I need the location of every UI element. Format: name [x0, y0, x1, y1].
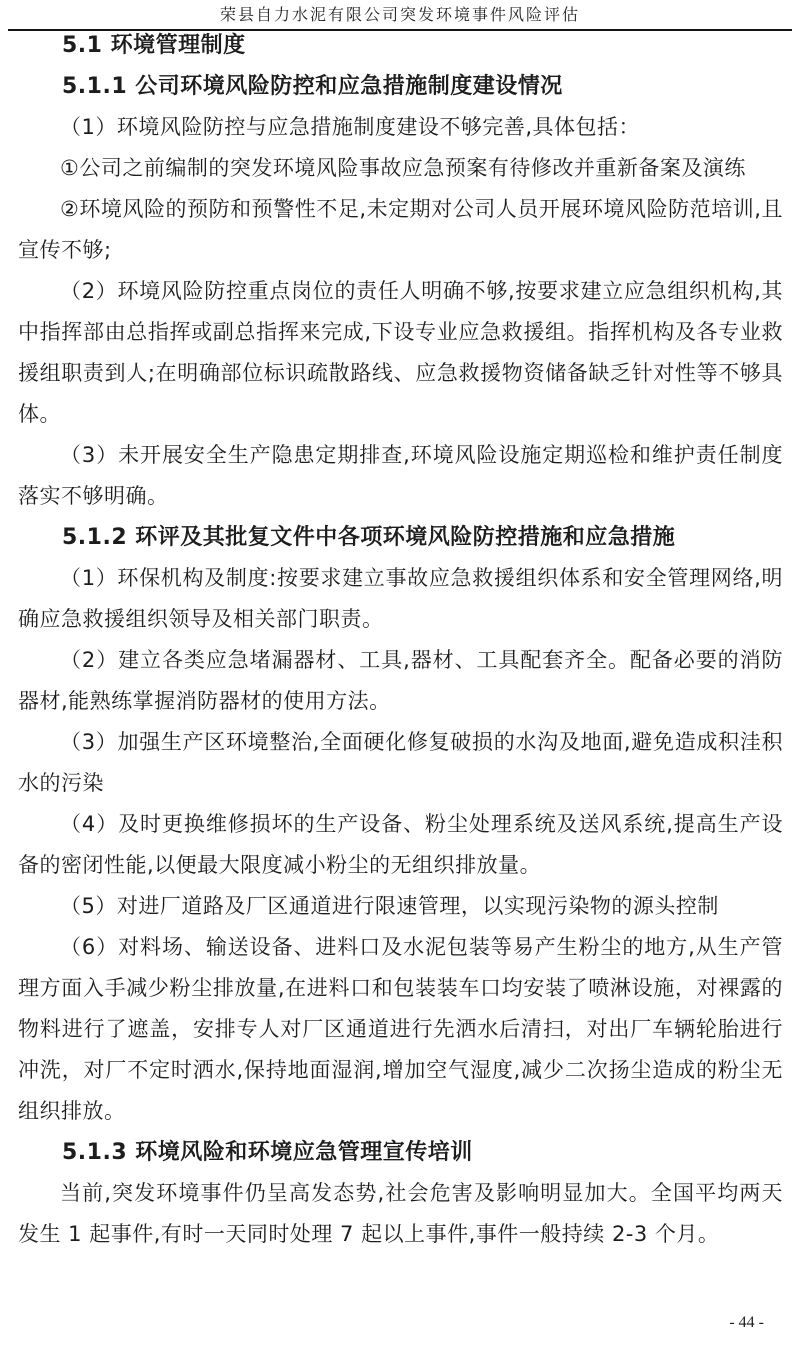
paragraph-institution-item-2: （2）环境风险防控重点岗位的责任人明确不够,按要求建立应急组织机构,其中指挥部由总指挥或副总指挥来完成,下设专业应急救援组。指挥机构及各专业救援组职责到人;在明确部位标识疏散路线、应急救援物资储备缺乏针对性等不够具体。: [18, 279, 783, 426]
paragraph-institution-item-1-sub-2: ②环境风险的预防和预警性不足,未定期对公司人员开展环境风险防范培训,且宣传不够;: [18, 197, 783, 262]
heading-5-1-2: 5.1.2 环评及其批复文件中各项环境风险防控措施和应急措施: [62, 525, 676, 550]
header-title: 荣县自力水泥有限公司突发环境事件风险评估: [219, 5, 580, 24]
paragraph-measures-item-4: （4）及时更换维修损坏的生产设备、粉尘处理系统及送风系统,提高生产设备的密闭性能,以便最大限度减小粉尘的无组织排放量。: [18, 812, 783, 877]
paragraph-institution-item-3: （3）未开展安全生产隐患定期排查,环境风险设施定期巡检和维护责任制度落实不够明确。: [18, 443, 783, 508]
paragraph-institution-item-1-sub-1: ①公司之前编制的突发环境风险事故应急预案有待修改并重新备案及演练: [60, 156, 746, 180]
heading-5-1-3: 5.1.3 环境风险和环境应急管理宣传培训: [62, 1140, 473, 1165]
paragraph-measures-item-2: （2）建立各类应急堵漏器材、工具,器材、工具配套齐全。配备必要的消防器材,能熟练掌握消防器材的使用方法。: [18, 648, 783, 713]
paragraph-measures-item-1: （1）环保机构及制度:按要求建立事故应急救援组织体系和安全管理网络,明确应急救援组织领导及相关部门职责。: [18, 566, 783, 631]
paragraph-institution-item-1: （1）环境风险防控与应急措施制度建设不够完善,具体包括：: [60, 115, 641, 139]
paragraph-measures-item-3: （3）加强生产区环境整治,全面硬化修复破损的水沟及地面,避免造成积洼积水的污染: [18, 730, 783, 795]
heading-5-1: 5.1 环境管理制度: [62, 33, 246, 58]
page-number: - 44 -: [729, 1314, 764, 1331]
heading-5-1-1: 5.1.1 公司环境风险防控和应急措施制度建设情况: [62, 74, 563, 99]
paragraph-measures-item-6: （6）对料场、输送设备、进料口及水泥包装等易产生粉尘的地方,从生产管理方面入手减少粉尘排放量,在进料口和包装装车口均安装了喷淋设施，对裸露的物料进行了遮盖，安排专人对厂区通道进行先洒水后清扫，对出厂车辆轮胎进行冲洗，对厂不定时洒水,保持地面湿润,增加空气湿度,减少二次扬尘造成的粉尘无组织排放。: [18, 935, 783, 1123]
paragraph-measures-item-5: （5）对进厂道路及厂区通道进行限速管理，以实现污染物的源头控制: [60, 894, 719, 918]
document-body: [18, 25, 783, 1255]
paragraph-training-intro: 当前,突发环境事件仍呈高发态势,社会危害及影响明显加大。全国平均两天发生 1 起事件,有时一天同时处理 7 起以上事件,事件一般持续 2-3 个月。: [18, 1181, 783, 1246]
